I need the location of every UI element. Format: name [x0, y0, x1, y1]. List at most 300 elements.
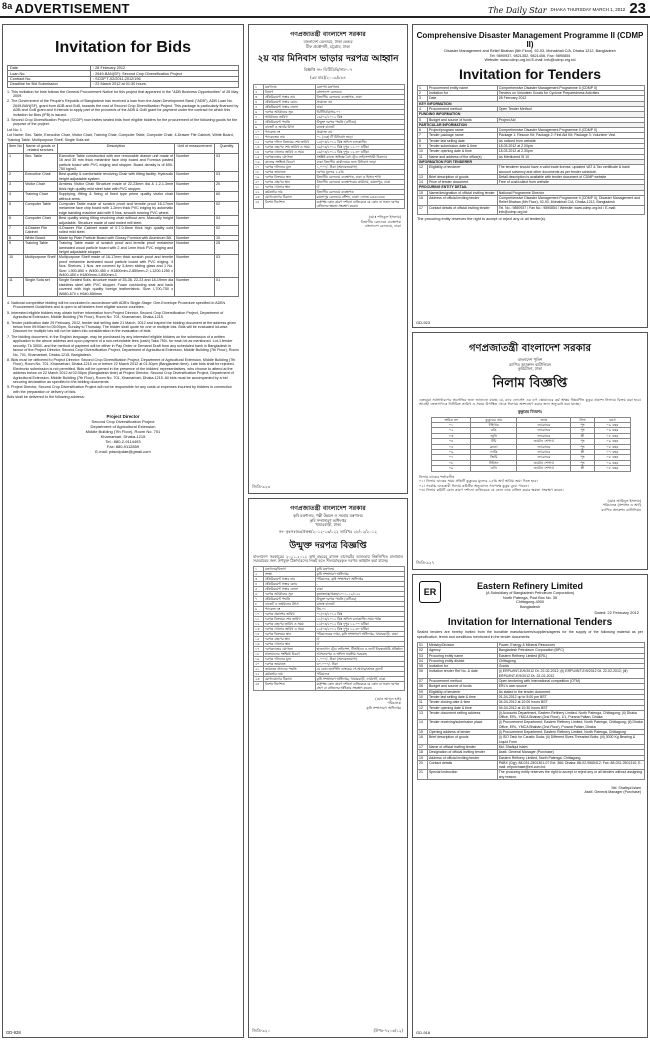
- row-field: Name of official inviting tender: [427, 744, 497, 749]
- row-number: 3: [418, 96, 428, 101]
- table-title: কুকুরের বিবরণঃ: [517, 408, 543, 414]
- dog-name: টমি: [471, 439, 517, 444]
- row-number: ১২: [254, 621, 264, 626]
- row-field: Name/designation of official inviting tender: [427, 190, 497, 195]
- detail-row: [254, 200, 405, 209]
- row-number: ২৪: [254, 681, 264, 690]
- goods-description: Training Table made of scratch proof and termite proof melamine laminated wood particle board with 2 and 1mm thick PVC edging and height adjustable stopper.: [58, 241, 174, 254]
- row-value: ২৬/০২/২০১২ খ্রিঃ: [315, 115, 404, 120]
- row-field: Contact details: [427, 760, 497, 770]
- row-field: Procurement method: [427, 679, 497, 684]
- row-field: Eligibility of tenderer: [427, 689, 497, 694]
- subheading-line: কৃষি সম্প্রসারণ অধিদপ্তর: [309, 517, 347, 523]
- row-field: Tender receiving/submission place: [427, 720, 497, 730]
- row-number: 14: [418, 180, 428, 185]
- goods-unit: Number: [175, 216, 215, 226]
- goods-item-no: 1: [8, 153, 24, 172]
- row-field: প্যাকেজ নং: [263, 606, 315, 611]
- dog-breed: জার্মান শেপার্ড: [517, 466, 571, 471]
- subheading-line: Website: www.cdmp.org.bd E-mail: info@cdmp.org.bd: [484, 58, 576, 63]
- address-role: Project Director: [106, 413, 140, 419]
- dog-serial: ০৭: [432, 455, 471, 460]
- row-field: দরপত্র বিক্রয়ের শেষ তারিখ: [263, 616, 315, 621]
- ad-organization: Comprehensive Disaster Management Programme II (CDMP II): [416, 31, 644, 49]
- row-value: কর্তৃপক্ষ কোন কারণ দর্শানো ব্যতিরেকে যে কোন বা সকল দরপত্র গ্রহণ বা বাতিলের অধিকার সংরক্ষণ করেন।: [315, 681, 404, 690]
- row-value: Bangladesh Petroleum Corporation (BPC): [497, 648, 644, 653]
- row-value: As Mentioned Sl 10: [497, 154, 644, 159]
- row-number: ২: [254, 90, 264, 95]
- goods-unit: Number: [175, 192, 215, 202]
- detail-row: [418, 760, 645, 770]
- goods-unit: Number: [175, 278, 215, 297]
- goods-item-no: 4: [8, 192, 24, 202]
- row-value: Open Tender Method: [497, 106, 644, 111]
- row-number: ১৫: [254, 155, 264, 160]
- row-number: ৩: [254, 576, 264, 581]
- row-number: 02: [418, 648, 428, 653]
- issue-date: DHAKA THURSDAY MARCH 1, 2012: [550, 6, 626, 12]
- row-field: Contact details of official inviting tender: [427, 205, 497, 215]
- meta-value: : SCDP T-02/2011-2012/196: [91, 76, 239, 81]
- section-heading: PARTICULAR INFORMATION: [418, 122, 645, 127]
- subheading-line: চীফ প্রকৌশলী, চট্টগ্রাম, ঢাকা: [306, 43, 350, 49]
- bid-condition: 8. Bids must be delivered to Project Director: Second Crop Diversification Project, Department of Agricultural Extension, Middle Building (7th Floor), Room No. 701, Khamarbari, Dhaka-1215 on or before 22 March 2012 at 01:30pm (Bangladesh time). Late bids shall be rejected. Electronic submission is not permitted. Bids will be opened in the presence of the bidders' representatives, who choose to attend at the address below on 22 March 2012 at 02:00pm (Bangladesh time) at Project Director, Second Crop Diversification Project, Department of Agricultural Extension, Middle Building (7th Floor), Room No. 701, Khamarbari, Dhaka-1215. All bids must be accompanied by a bid securing declaration as specified in the bidding documents.: [7, 357, 236, 384]
- ad-code: জিডি-৯২৩: [252, 484, 271, 489]
- row-field: দরপত্র খোলার তারিখ ও সময়: [263, 626, 315, 631]
- meta-value: : 2649-BAN(SF): Second Crop Diversification Project: [91, 71, 239, 76]
- goods-row: [8, 278, 239, 297]
- dog-age: ০৮ বছর: [594, 433, 630, 438]
- subheading-line: North Patenga, Post Box No. 35: [502, 595, 558, 600]
- row-value: ১,০০০/- টাকা (অফেরতযোগ্য): [315, 165, 404, 170]
- ad-code-secondary: (উপঃ-৭২০৬/১২): [373, 1028, 403, 1033]
- row-field: দরপত্র প্রকাশের তারিখ: [263, 611, 315, 616]
- dog-name: ডলি: [471, 466, 517, 471]
- row-field: Procuring entity name: [427, 653, 497, 658]
- row-field: Budget and source of funds: [427, 117, 497, 122]
- row-field: কাজের সংক্ষিপ্ত বিবরণ: [263, 160, 315, 165]
- row-value: Open tendering with international competition (OTM): [497, 679, 644, 684]
- detail-row: [254, 195, 405, 200]
- row-value: ঢাকা: [315, 586, 404, 591]
- row-value: বিভাগীয় রেলওয়ে ব্যবস্থাপক: [315, 190, 404, 195]
- dog-name: লাকি: [471, 450, 517, 455]
- goods-unit: Number: [175, 182, 215, 192]
- paper-masthead: [488, 0, 646, 17]
- dog-age: ০৭ বছর: [594, 450, 630, 455]
- signature-line: পরিচালক (প্রশাসন ও অর্থ): [602, 503, 641, 508]
- goods-description: Computer Table made of scratch proof and termite proof 16-17mm melamine face chip board with 1-2mm thick PVC edging by automatic edge banding machine add with 5 Nos. smooth running PVC wheel.: [58, 201, 174, 215]
- row-field: প্রকিউরমেন্ট পদ্ধতি: [263, 596, 315, 601]
- dog-serial: ০৩: [432, 433, 471, 438]
- bid-conditions: [7, 301, 239, 400]
- goods-row: [8, 182, 239, 192]
- goods-quantity: 10: [215, 235, 239, 240]
- goods-row: [8, 153, 239, 172]
- dog-name: রকি: [471, 428, 517, 433]
- goods-item-no: 3: [8, 182, 24, 192]
- bid-paragraph: 2. The Government of the People's Republic of Bangladesh has received a loan from the Asian Development Bank ("ADB"), ADB Loan No. 2649-BAN(SF), grant from ADB and GoB, towards the cost of Second Crop Diversification Project. This package is particularly financed by ADB and GoB grant and it intends to apply part of the proceeds of the ADB & GoB grant for payment under the contract for which this invitation for Bids (IFB) is issued.: [7, 99, 239, 117]
- row-field: প্রকিউরমেন্ট সত্তার জেলা: [263, 586, 315, 591]
- row-field: Tender last selling date & time: [427, 694, 497, 699]
- row-field: প্যাকেজের নাম: [263, 135, 315, 140]
- row-field: মালামালের সংক্ষিপ্ত বিবরণ: [263, 651, 315, 656]
- row-field: দরপত্র দলিল বিক্রয়ের শেষ তারিখ: [263, 140, 315, 145]
- goods-description: Best quality & comfortable revolving Chair with tilting facility. Hydraulic height adjustable system.: [58, 172, 174, 181]
- row-value: 18.03.2012 at 2.30pm: [497, 149, 644, 154]
- address-line: E-mail: pdscdpdae@gmail.com: [95, 448, 151, 454]
- row-number: ৫: [254, 586, 264, 591]
- goods-item-no: 5: [8, 201, 24, 215]
- row-number: ৫: [254, 105, 264, 110]
- ad-body: এতদ্বারা সর্বসাধারণের অবগতির জন্য জানানো যাচ্ছে যে, র‍্যাব ফোর্সেস এর ডগ স্কোয়াডের কর্ম অক্ষম নিম্নবর্ণিত কুকুর প্রকাশ্য নিলামে বিক্রয় করা হবে। আগ্রহী ক্রেতাগণকে নির্ধারিত তারিখ ও সময়ে উপস্থিত থেকে নিলামে অংশগ্রহণ করার জন্য অনুরোধ করা যাচ্ছে।: [419, 397, 641, 407]
- detail-row: [418, 196, 645, 206]
- page-header: [0, 0, 650, 18]
- ad-ref: নং- কৃঃসঃঅঃ/প্রকল্প/২০১২-১৩/১২২ তারিখঃ ২৮/০২/২০১২: [279, 528, 377, 534]
- dog-age: ০৯ বছর: [594, 422, 630, 427]
- row-number: 14: [418, 720, 428, 730]
- goods-name: White Board: [23, 235, 57, 240]
- goods-name: Training Chair: [23, 192, 57, 202]
- row-value: ২২/০৩/২০১২ খ্রিঃ দুপুর ১২.০০ ঘটিকা: [315, 621, 404, 626]
- row-number: 19: [418, 755, 428, 760]
- gov-heading: গণপ্রজাতন্ত্রী বাংলাদেশ সরকার: [290, 31, 366, 38]
- column-middle: [248, 24, 408, 1038]
- page-marker: 8a: [2, 1, 13, 11]
- detail-row: [418, 165, 645, 175]
- ad-detail-table: [417, 85, 645, 215]
- row-value: ৩০,০০০/- টাকা: [315, 661, 404, 666]
- auction-rule: ০১। নিলাম ডাকের সময় প্রতিটি কুকুরের মূল্যের ২৫% অর্থ অগ্রিম জমা দিতে হবে।: [419, 479, 538, 484]
- row-field: Procuring entity district: [427, 658, 497, 663]
- row-field: Budget and source of funds: [427, 684, 497, 689]
- row-number: 08: [418, 684, 428, 689]
- row-value: ঢাকা: [315, 105, 404, 110]
- goods-description: Single Seated Sofa, structure made of 35-36, 22-23 and 18-19mm dia stainless steel with PVC stopper. Foam cushioning seat and back covered with high quality foreign leatherfabric. Size: L700-750 x W680-670 x H640-650mm: [58, 278, 174, 296]
- row-value: যে কোন তফসিলি ব্যাংকের পে-অর্ডার/ব্যাংক ড্রাফট: [315, 666, 404, 671]
- row-number: ১০: [254, 611, 264, 616]
- signature-line: বাংলাদেশ রেলওয়ে, ঢাকা: [364, 224, 401, 228]
- row-field: দরপত্র গ্রহণের স্থান: [263, 180, 315, 185]
- dog-name: টাইগার: [471, 422, 517, 427]
- row-number: ৯: [254, 125, 264, 130]
- goods-unit: Number: [175, 153, 215, 172]
- row-number: 13: [418, 710, 428, 720]
- dog-sex: পুং: [571, 439, 595, 444]
- row-number: 06: [418, 669, 428, 679]
- auction-rule: নিলাম ডাকের শর্তাবলীঃ: [419, 474, 455, 479]
- dog-sex: পুং: [571, 422, 595, 427]
- meta-key: Loan No.: [8, 71, 91, 76]
- goods-quantity: 25: [215, 241, 239, 255]
- dog-age: ০৮ বছর: [594, 455, 630, 460]
- section-heading: KEY INFORMATION: [418, 101, 645, 106]
- goods-quantity: 03: [215, 172, 239, 182]
- row-value: 01-04-2012 up to 5:00 pm BST: [497, 694, 644, 699]
- detail-row: [418, 710, 645, 720]
- row-number: ২০: [254, 661, 264, 666]
- row-value: (i) Procurement Department, Eastern Refinery Limited, North Patenga, Chittagong: [497, 730, 644, 735]
- bid-condition: 6. Tender publication date 29 February, 2012, tender last selling date 21 March, 2012 and inspect the bidding document at the address given below from 09:00am to 05:00pm, Sunday to Thursday. The bidder shall quote for one or multiple lots. Bids will be evaluated lot-wise. Discount for multiple lots will not be taken into consideration in the evaluation of bids.: [7, 320, 237, 334]
- row-number: 07: [418, 679, 428, 684]
- goods-header-row: [8, 144, 239, 154]
- goods-row: [8, 192, 239, 202]
- goods-name: Computer Table: [23, 201, 57, 215]
- section-label: ADVERTISEMENT: [14, 1, 130, 16]
- row-value: Goods: [497, 664, 644, 669]
- row-value: As noticed from website: [497, 138, 644, 143]
- row-value: Package 1: Rescue Kit; Package 2: First Aid Kit; Package 3: Volunteer Vest: [497, 133, 644, 138]
- signature-line: (মোঃ আব্দুল হাই): [375, 696, 401, 701]
- subheading-line: Tel: 9890937, 9821352, 9821406, Fax: 9890854: [489, 53, 571, 58]
- ad-intro: বাংলাদেশ সরকারের ২০১১-২০১২ অর্থ বছরের রাজস্ব বাজেটের আওতায় নিম্নলিখিত মালামাল সরবরাহের জন্য উপযুক্ত ঠিকাদারদের নিকট হতে সীলমোহরকৃত দরপত্র আহ্বান করা যাচ্ছে।: [253, 553, 403, 564]
- goods-name: Executive Chair: [23, 172, 57, 182]
- goods-description: Supplying, fitting & fixing of fixed type prime quality visitor chair without arms.: [58, 192, 174, 201]
- goods-name: Single Sofa set: [23, 278, 57, 297]
- goods-name: Computer Chair: [23, 216, 57, 226]
- row-field: কর্মকর্তার নাম: [263, 671, 315, 676]
- row-number: 03: [418, 653, 428, 658]
- row-number: 9: [418, 144, 428, 149]
- row-number: ৬: [254, 110, 264, 115]
- meta-row: [8, 82, 239, 87]
- row-value: পরিচালকের দপ্তর, কৃষি সম্প্রসারণ অধিদপ্তর, খামারবাড়ী, ঢাকা: [315, 631, 404, 636]
- dog-serial: ০২: [432, 428, 471, 433]
- ad-eastern-refinery: [412, 574, 648, 1038]
- ad-code: GD-918: [416, 1030, 431, 1035]
- row-value: Md. Shafiqul Islam: [497, 744, 644, 749]
- dog-breed: ল্যাব্রাডর: [517, 450, 571, 455]
- goods-item-no: 10: [8, 255, 24, 278]
- detail-row: [254, 180, 405, 185]
- row-number: ২২: [254, 190, 264, 195]
- row-value: ঐ: [315, 185, 404, 190]
- ad-intro: Sealed tenders are hereby invited from the bonafide manufacturers/suppliers/agents for the supply of the following material as per specification, terms and conditions mentioned in the tender documents:: [417, 630, 643, 639]
- goods-quantity: 02: [215, 225, 239, 235]
- row-number: 1: [418, 85, 428, 90]
- goods-quantity: 03: [215, 255, 239, 278]
- goods-row: [8, 216, 239, 226]
- ad-date: Dated: 22 February 2012: [594, 610, 639, 616]
- goods-description: Multipurpose Shelf made of 16-17mm thick scratch proof and termite proof melamine laminated wood particle board with PVC edging. 4 Nos. Shelves, 1 Nos. are covered by 3-4mm sliding glass and 1 No. Size: L900-850 x W400-450 x H1800mm-2-850mm-2; L1200-1250 x W400-450 x H1800mm-1-850mm-1: [58, 255, 174, 277]
- row-number: ১২: [254, 140, 264, 145]
- row-field: দরপত্রদাতার যোগ্যতা: [263, 646, 315, 651]
- row-value: ০১ (এক) টি মিনিবাস ভাড়া: [315, 135, 404, 140]
- goods-description: Made by Plain Particle Board with Glossy Formica with Aluminum Bit.: [57, 235, 174, 240]
- row-value: রাজস্ব বাজেট: [315, 125, 404, 130]
- row-number: ১৪: [254, 631, 264, 636]
- row-value: 28 February 2012: [497, 96, 644, 101]
- meta-key: Contract No.: [8, 76, 91, 81]
- row-field: বিশেষ নির্দেশনা: [263, 681, 315, 690]
- address-line: Middle Building (7th Floor), Room No. 701: [85, 428, 161, 434]
- bid-condition: 7. The bidding document, in the English language, may be purchased by any interested eligible bidders on the submission of a written application to the above address and upon payment of a non-refundable fees (cash) Taka 750/- for each lot as mentioned. Lot-1 tender security: Tk 3000/- and the method of payment will be either in Pay Order or Demand Draft from any scheduled bank in Bangladesh in favour of the Project Director, Second Crop Diversification Project, Department of Agricultural Extension, Middle Building (7th Floor), Room No. 701, Khamarbari, Dhaka-1215, Bangladesh.: [7, 334, 239, 357]
- detail-row: [254, 681, 405, 690]
- row-value: পরিচালক, কৃষি সম্প্রসারণ অধিদপ্তর: [315, 576, 404, 581]
- row-number: ৯: [254, 606, 264, 611]
- ad-signature: [249, 215, 401, 228]
- row-field: দরপত্র বিক্রয়ের স্থান: [263, 175, 315, 180]
- row-value: কমলাপুর রেলওয়ে স্টেশন, ঢাকা। ফোনঃ ৯৩৫৮৬৩৪: [315, 195, 404, 200]
- detail-row: [418, 133, 645, 138]
- auction-rule: ০৩। নিলাম কমিটি কোন কারণ দর্শানো ব্যতিরেকে যে কোন ডাক বাতিল করার ক্ষমতা সংরক্ষণ করেন।: [419, 488, 564, 493]
- row-value: কর্তৃপক্ষ কোন কারণ দর্শানো ব্যতিরেকে যে কোন বা সকল দরপত্র বাতিলের ক্ষমতা সংরক্ষণ করেন।: [315, 200, 404, 209]
- goods-quantity: 20: [215, 182, 239, 192]
- ad-auction-notice: [412, 332, 648, 570]
- row-field: দরপত্র আহ্বানের সূত্র: [263, 591, 315, 596]
- goods-item-no: 7: [8, 225, 24, 235]
- detail-row: [254, 676, 405, 681]
- ad-title: উন্মুক্ত দরপত্র বিজ্ঞপ্তি: [289, 540, 367, 551]
- row-value: ২৫/০৩/২০১২ খ্রিঃ অফিস চলাকালীন: [315, 140, 404, 145]
- bid-paragraph: 1. This invitation for bids follows the General Procurement Notice for this project that appeared in the "ADB Business Opportunities" of 26 May 2009.: [7, 89, 239, 98]
- row-number: ১: [254, 566, 264, 571]
- eastern-refinery-logo: ER: [419, 581, 441, 603]
- row-number: ১৮: [254, 651, 264, 656]
- goods-description: Best quality swing tilting revolving chair without arm. Manually height adjustable. Structure made of cast moled mill steel.: [58, 216, 174, 225]
- dog-name: জিমি: [471, 455, 517, 460]
- row-field: প্যাকেজ নং: [263, 130, 315, 135]
- row-number: ২৩: [254, 676, 264, 681]
- row-number: 05: [418, 664, 428, 669]
- dog-sex: পুং: [571, 444, 595, 449]
- ad-subheading: [413, 49, 647, 63]
- row-number: ১৩: [254, 626, 264, 631]
- row-number: ১৭: [254, 646, 264, 651]
- row-number: ২৩: [254, 195, 264, 200]
- row-number: ১৯: [254, 175, 264, 180]
- goods-quantity: 04: [215, 216, 239, 226]
- row-number: ১১: [254, 135, 264, 140]
- row-number: ১৭: [254, 165, 264, 170]
- row-field: Agency: [427, 648, 497, 653]
- dogs-header: ক্রমিক নং: [432, 417, 471, 422]
- row-number: 17: [418, 744, 428, 749]
- ad-detail-table: [253, 566, 405, 691]
- section-heading: PROCURING ENTITY DETAIL: [418, 185, 645, 190]
- row-number: ২৪: [254, 200, 264, 209]
- row-number: ৭: [254, 115, 264, 120]
- paper-name: The Daily Star: [488, 6, 547, 15]
- dog-sex: স্ত্রী: [571, 450, 595, 455]
- row-number: ২১: [254, 185, 264, 190]
- row-number: 09: [418, 689, 428, 694]
- row-field: যোগাযোগের ঠিকানা: [263, 195, 315, 200]
- row-field: Procurement method: [427, 106, 497, 111]
- row-value: (i) Procurement Department, Eastern Refinery Limited, North Patenga, Chittagong; (ii) Dhaka Office, ERL, YMCA Bhaban (2nd Floor), Purana Paltan, Dhaka: [498, 720, 643, 729]
- row-field: বাজেট ও অর্থের উৎস: [263, 125, 315, 130]
- row-field: Invitation for: [427, 91, 497, 96]
- signature-line: (মোঃ শফিকুল ইসলাম): [368, 215, 401, 220]
- gov-heading: গণপ্রজাতন্ত্রী বাংলাদেশ সরকার: [469, 343, 591, 354]
- dogs-header: জাত: [517, 417, 571, 422]
- row-field: Address of official inviting tender: [427, 755, 497, 760]
- goods-description: 4-Drawer File Cabinet made of 0.7-0.8mm thick high quality cold rolled mild steel.: [58, 225, 174, 235]
- ad-detail-table: [417, 642, 645, 780]
- row-field: প্রকিউরমেন্ট সত্তার কোড: [263, 581, 315, 586]
- row-field: কর্মকর্তার নাম: [263, 190, 315, 195]
- row-field: Ministry/Division: [427, 642, 497, 647]
- subheading-line: কুর্মিটোলা, ঢাকা: [518, 366, 542, 372]
- goods-item-no: 6: [8, 216, 24, 226]
- goods-name: Visitor Chair: [23, 182, 57, 192]
- row-value: প্রযোজ্য নয়: [315, 100, 404, 105]
- row-value: উন্মুক্ত দরপত্র পদ্ধতি (ওটিএম): [315, 596, 404, 601]
- dog-age: ০৯ বছর: [594, 428, 630, 433]
- row-field: বাজেট ও তহবিলের উৎস: [263, 601, 315, 606]
- signature-line: র‍্যাপিড অ্যাকশন ব্যাটালিয়ন: [601, 507, 641, 512]
- row-number: ১৯: [254, 656, 264, 661]
- row-number: ৩: [254, 95, 264, 100]
- goods-name: Multipurpose Shelf: [23, 255, 57, 278]
- row-value: কৃষি সম্প্রসারণ অধিদপ্তর, খামারবাড়ী, ফার্মগেট, ঢাকা: [315, 676, 404, 681]
- row-field: দরপত্র গ্রহণের স্থান: [263, 636, 315, 641]
- row-value: বাংলাদেশ রেলওয়ে: [315, 90, 404, 95]
- row-value: আসবাবপত্র ও অফিস সরঞ্জাম সরবরাহ: [315, 651, 404, 656]
- row-value: Comprehensive Disaster Management Programme II (CDMP II): [497, 85, 644, 90]
- goods-table: [7, 143, 239, 297]
- row-number: 17: [418, 205, 428, 215]
- goods-header: Name of goods or related services: [23, 144, 57, 154]
- row-number: 16: [418, 735, 428, 745]
- row-value: জি-০১: [315, 606, 404, 611]
- row-value: (i) Accounts Department, Eastern Refinery Limited, North Patenga, Chittagong; (ii) Dhaka Office, ERL, YMCA Bhaban (2nd Floor), 1/1, Purana Paltan, Dhaka: [497, 710, 644, 720]
- bid-paragraphs: [7, 90, 239, 127]
- row-field: Tender document selling address: [427, 710, 497, 720]
- row-number: ৮: [254, 601, 264, 606]
- row-number: ১০: [254, 130, 264, 135]
- goods-unit: Number: [175, 255, 215, 278]
- address-line: Second Crop Diversification Project: [91, 418, 155, 424]
- signature-line: (মোঃ আমিনুল ইসলাম): [607, 499, 641, 503]
- row-value: Detail description is available with tender document of CDMP website: [497, 174, 644, 179]
- signature-line: পরিচালক: [387, 701, 401, 706]
- column-right: [412, 24, 648, 1038]
- row-number: ৪: [254, 100, 264, 105]
- dog-sex: পুং: [571, 460, 595, 465]
- row-field: দরপত্র দলিলের মূল্য: [263, 165, 315, 170]
- ad-title: নিলাম বিজ্ঞপ্তি: [492, 375, 568, 391]
- row-field: Eligibility of tenderer: [427, 165, 497, 175]
- goods-item-no: 11: [8, 278, 24, 297]
- row-value: প্রযোজ্য নয়: [315, 130, 404, 135]
- detail-row: [418, 770, 645, 780]
- row-value: As stated in the tender document: [497, 689, 644, 694]
- row-field: মন্ত্রণালয়: [263, 85, 315, 90]
- goods-unit: Number: [175, 201, 215, 215]
- dog-serial: ০৫: [432, 444, 471, 449]
- row-field: Designation of official inviting tender: [427, 750, 497, 755]
- row-value: Eastern Refinery Limited (ERL): [497, 653, 644, 658]
- detail-row: [254, 666, 405, 671]
- row-value: ঐ: [315, 641, 404, 646]
- row-number: 04: [418, 658, 428, 663]
- dog-serial: ০১: [432, 422, 471, 427]
- row-value: ২১/০৩/২০১২ খ্রিঃ অফিস চলাকালীন সময় পর্যন্ত: [315, 616, 404, 621]
- auction-rule: ০২। সর্বোচ্চ ডাককারী নিলাম কমিটির অনুমোদন সাপেক্ষে কুকুর বুঝে পাবেন।: [419, 483, 529, 488]
- ad-cdmp-invitation-for-tenders: [412, 24, 648, 328]
- dog-age: ০৮ বছর: [594, 444, 630, 449]
- bid-condition: 4. National competitive bidding will be conducted in accordance with ADB's Single-Stage: One-Envelope Procedure specified in ADB's Procurement Guidelines and is open to all bidders from eligible source countries.: [7, 301, 226, 310]
- row-field: দরপত্র খোলার তারিখ ও সময়: [263, 150, 315, 155]
- row-value: Comprehensive Disaster Management Programme II (CDMP II): [497, 128, 644, 133]
- row-field: প্রকিউরমেন্ট সত্তার জেলা: [263, 105, 315, 110]
- dog-serial: ০৮: [432, 460, 471, 465]
- subheading-line: (A Subsidiary of Bangladesh Petroleum Corporation): [485, 591, 575, 595]
- bid-condition: Bids shall be delivered to the following address:: [7, 395, 85, 400]
- dogs-header: বয়স: [594, 417, 630, 422]
- row-value: পরিচালক: [315, 671, 404, 676]
